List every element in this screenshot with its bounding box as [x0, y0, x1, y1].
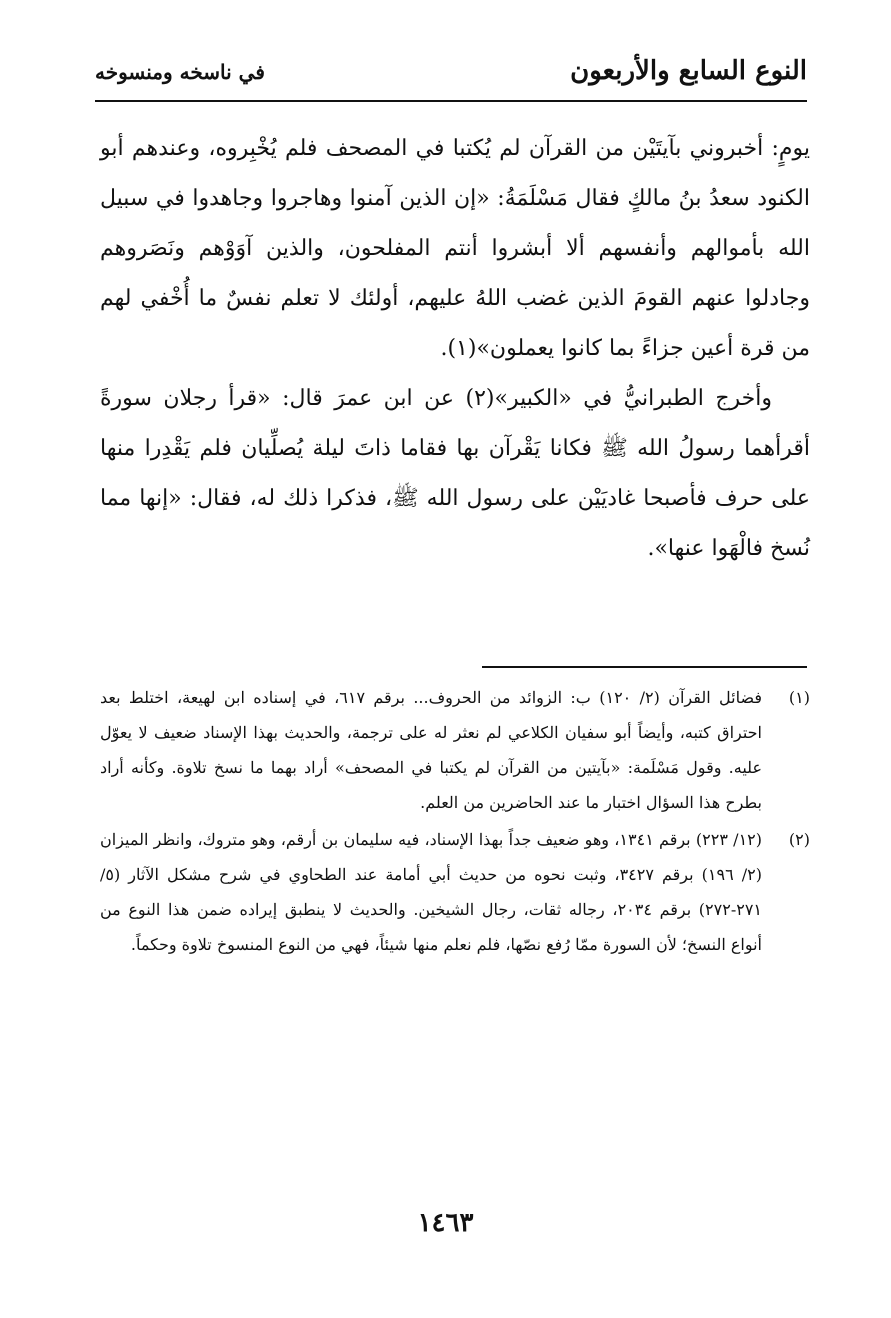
header-divider — [95, 100, 807, 102]
footnote-1 — [100, 680, 810, 820]
chapter-title: النوع السابع والأربعون — [570, 56, 807, 86]
running-header — [95, 56, 807, 98]
footnote-2-number: (٢) — [788, 830, 810, 849]
main-text — [100, 124, 810, 574]
footnote-divider — [482, 666, 807, 668]
body-paragraph-1: يومٍ: أخبروني بآيتَيْن من القرآن لم يُكتبا في المصحف فلم يُخْبِروه، وعندهم أبو الكنود سعدُ بنُ مالكٍ فقال مَسْلَمَةُ: «إن الذين آمنوا وهاجروا وجاهدوا في سبيل الله بأموالهم وأنفسهم ألا أبشروا أنتم المفلحون، والذين آوَوْهم ونَصَروهم وجادلوا عنهم القومَ الذين غضب اللهُ عليهم، أولئك لا تعلم نفسٌ ما أُخْفي لهم من قرة أعين جزاءً بما كانوا يعملون»(١). — [100, 136, 810, 361]
section-title: في ناسخه ومنسوخه — [95, 60, 265, 84]
footnotes — [100, 680, 810, 964]
footnote-1-text: فضائل القرآن (٢/ ١٢٠) ب: الزوائد من الحروف... برقم ٦١٧، في إسناده ابن لهيعة، اختلط بعد احتراق كتبه، وأيضاً أبو سفيان الكلاعي لم نعثر له على ترجمة، والحديث بهذا الإسناد ضعيف لا يعوّل عليه. وقول مَسْلَمة: «بآيتين من القرآن لم يكتبا في المصحف» أراد بهما ما نسخ تلاوة. وكأنه أراد بطرح هذا السؤال اختبار ما عند الحاضرين من العلم. — [100, 688, 763, 812]
footnote-2-text: (١٢/ ٢٢٣) برقم ١٣٤١، وهو ضعيف جداً بهذا الإسناد، فيه سليمان بن أرقم، وهو متروك، وانظر الميزان (٢/ ١٩٦) برقم ٣٤٢٧، وثبت نحوه من حديث أبي أمامة عند الطحاوي في شرح مشكل الآثار (٥/ ٢٧١-٢٧٢) برقم ٢٠٣٤، رجاله ثقات، رجال الشيخين. والحديث لا ينطبق إيراده ضمن هذا النوع من أنواع النسخ؛ لأن السورة ممّا رُفع نصّها، فلم نعلم منها شيئاً، فهي من النوع المنسوخ تلاوة وحكماً. — [100, 830, 762, 954]
footnote-1-number: (١) — [788, 688, 810, 707]
footnote-2 — [100, 822, 810, 962]
body-paragraph-2: وأخرج الطبرانيُّ في «الكبير»(٢) عن ابن عمرَ قال: «قرأ رجلان سورةً أقرأهما رسولُ الله ﷺ فكانا يَقْرآن بها فقاما ذاتَ ليلة يُصلِّيان فلم يَقْدِرا منها على حرف فأصبحا غاديَيْن على رسول الله ﷺ، فذكرا ذلك له، فقال: «إنها مما نُسخ فالْهَوا عنها». — [100, 386, 810, 561]
page-number: ١٤٦٣ — [417, 1208, 474, 1238]
